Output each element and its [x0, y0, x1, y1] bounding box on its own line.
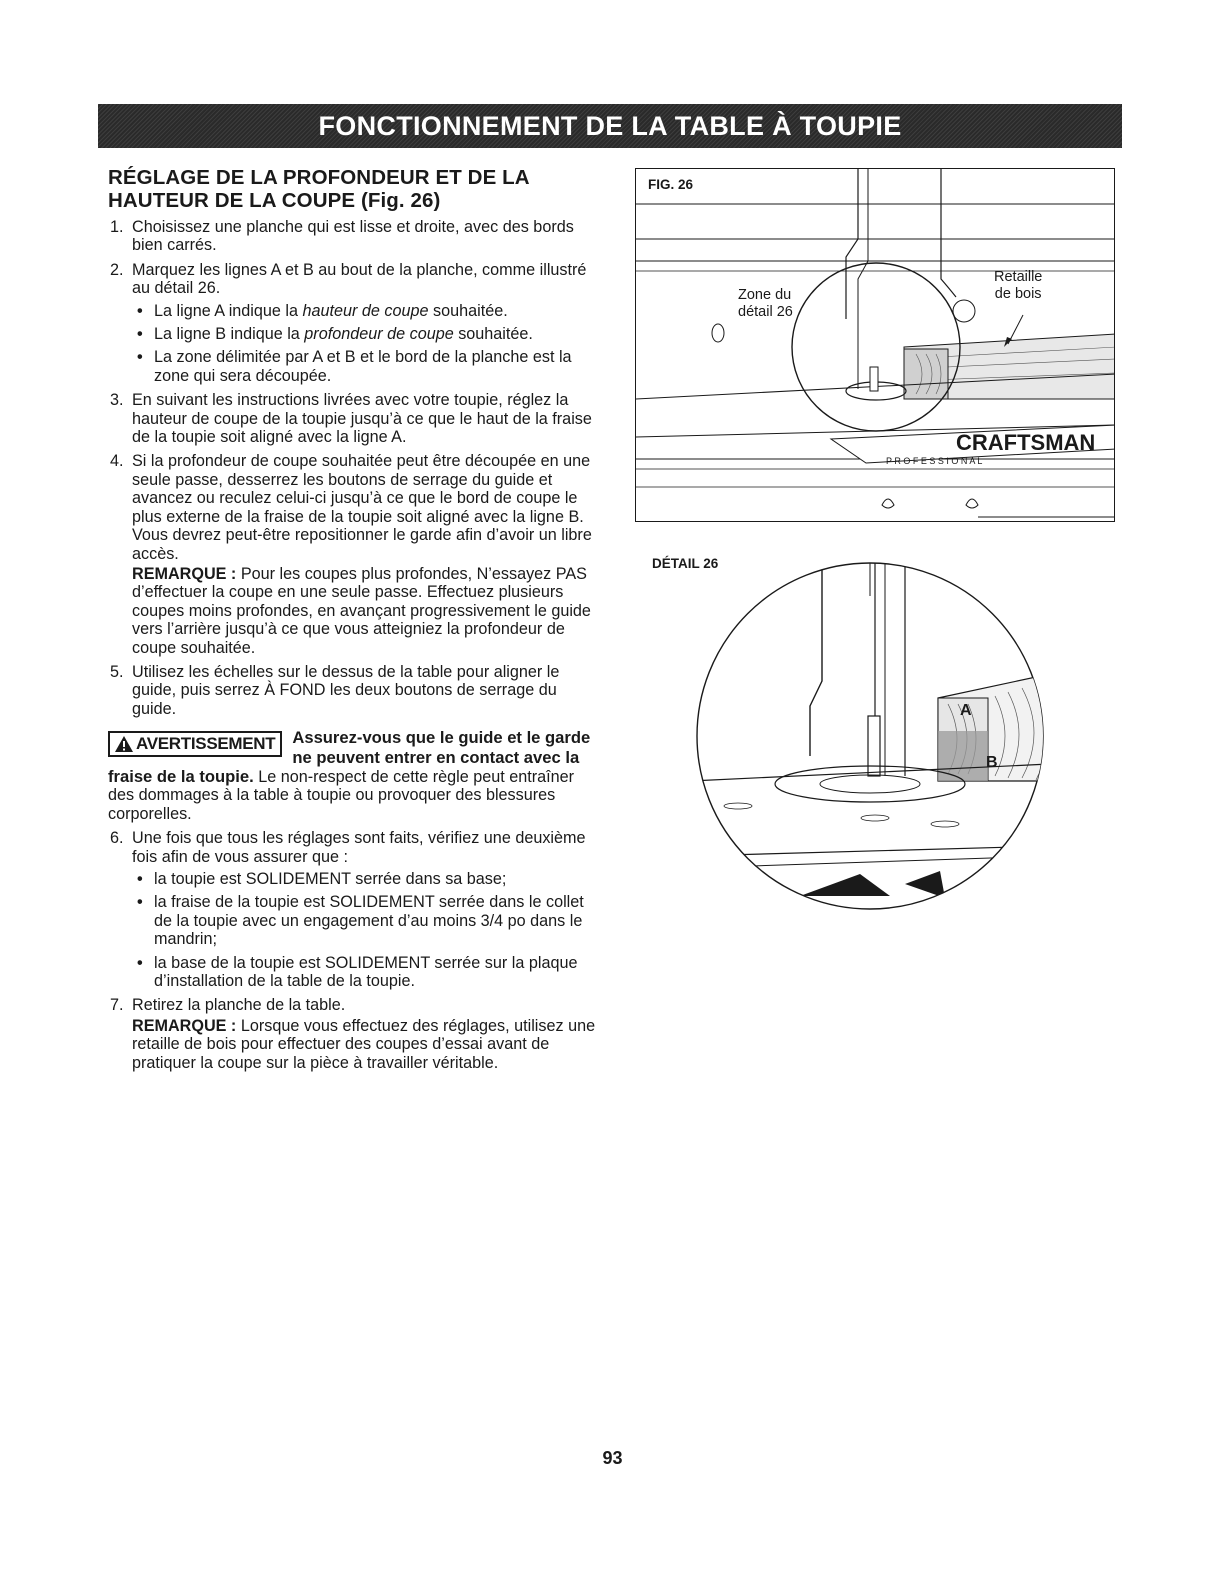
brand-logo-text: CRAFTSMAN: [956, 430, 1096, 455]
step-2: [108, 261, 596, 385]
figure-label: FIG. 26: [648, 177, 694, 192]
step-7: [108, 996, 596, 1072]
note: [132, 1017, 596, 1072]
step-number: 6.: [110, 829, 124, 848]
section-title: RÉGLAGE DE LA PROFONDEUR ET DE LA HAUTEUR DE LA COUPE (Fig. 26): [108, 166, 529, 212]
step-number: 5.: [110, 662, 124, 681]
step-6-bullets: [132, 870, 596, 990]
step-text: Retirez la planche de la table.: [132, 996, 346, 1015]
step-text: Une fois que tous les réglages sont faits, vérifiez une deuxième fois afin de vous assurer que :: [132, 829, 586, 866]
step-number: 7.: [110, 996, 124, 1015]
callout-line: Zone du: [738, 287, 792, 303]
detail-26-illustration: [690, 556, 1050, 916]
line-b-label: B: [986, 754, 998, 771]
note: [132, 565, 596, 657]
step-number: 3.: [110, 391, 124, 410]
step-text: Utilisez les échelles sur le dessus de la table pour aligner le guide, puis serrez À FOND les deux boutons de serrage du guide.: [132, 662, 560, 718]
bullet-item: • La ligne A indique la hauteur de coupe souhaitée.: [132, 302, 596, 320]
bullet-item: • La ligne B indique la profondeur de coupe souhaitée.: [132, 325, 596, 343]
step-number: 4.: [110, 452, 124, 471]
step-1: [108, 218, 596, 255]
warning-block: [108, 728, 596, 823]
router-table-illustration: [636, 169, 1115, 522]
scrap-wood-callout: [994, 269, 1042, 303]
step-5: [108, 663, 596, 718]
step-4: [108, 452, 596, 656]
instructions-column: [108, 166, 596, 1078]
section-banner: [98, 104, 1122, 148]
note-label: REMARQUE :: [132, 564, 237, 583]
step-2-bullets: [132, 302, 596, 386]
note-text: Lorsque vous effectuez des réglages, utilisez une retaille de bois pour effectuer des coupes d’essai avant de pratiquer la coupe sur la pièce à travailler véritable.: [132, 1016, 596, 1072]
callout-line: détail 26: [738, 304, 793, 320]
bullet-item: • la toupie est SOLIDEMENT serrée dans sa base;: [132, 870, 596, 888]
step-text: Choisissez une planche qui est lisse et droite, avec des bords bien carrés.: [132, 218, 574, 255]
figure-26: [635, 168, 1115, 522]
step-text: En suivant les instructions livrées avec votre toupie, réglez la hauteur de coupe de la toupie jusqu’à ce que le haut de la fraise de la toupie soit aligné avec la ligne A.: [132, 391, 592, 447]
warning-badge: [108, 731, 282, 756]
step-6: [108, 829, 596, 990]
callout-line: Retaille: [994, 269, 1043, 285]
note-text: Pour les coupes plus profondes, N’essayez PAS d’effectuer la coupe en une seule passe. Effectuez plusieurs coupes moins profondes, en avançant progressivement le guide vers l’arrière jusqu’à ce que vous atteigniez la profondeur de coupe souhaitée.: [132, 564, 591, 657]
step-text: Marquez les lignes A et B au bout de la planche, comme illustré au détail 26.: [132, 260, 587, 298]
warning-badge-label: AVERTISSEMENT: [136, 734, 276, 754]
detail-zone-callout: [738, 287, 793, 321]
step-number: 2.: [110, 260, 124, 279]
banner-title: FONCTIONNEMENT DE LA TABLE À TOUPIE: [318, 110, 902, 141]
callout-line: de bois: [994, 286, 1042, 302]
warning-bold-text: Assurez-vous que le guide et le garde ne peuvent entrer en contact avec la fraise de la toupie.: [108, 728, 591, 786]
bullet-item: • La zone délimitée par A et B et le bord de la planche est la zone qui sera découpée.: [132, 348, 596, 385]
warning-text: Le non-respect de cette règle peut entraîner des dommages à la table à toupie ou provoquer des blessures corporelles.: [108, 767, 575, 823]
page-number: 93: [602, 1448, 623, 1468]
line-a-label: A: [960, 702, 972, 719]
detail-label: DÉTAIL 26: [652, 556, 719, 571]
step-3: [108, 391, 596, 446]
step-text: Si la profondeur de coupe souhaitée peut être découpée en une seule passe, desserrez les boutons de serrage du guide et avancez ou reculez celui-ci jusqu’à ce que le bord de coupe le plus externe de la fraise de la toupie soit aligné avec la ligne B. Vous devrez peut-être repositionner le garde afin d’avoir un libre accès.: [132, 452, 592, 563]
bullet-item: • la fraise de la toupie est SOLIDEMENT serrée dans le collet de la toupie avec un engagement d’au moins 3/4 po dans le mandrin;: [132, 893, 596, 948]
step-number: 1.: [110, 218, 124, 236]
note-label: REMARQUE :: [132, 1016, 237, 1035]
bullet-item: • la base de la toupie est SOLIDEMENT serrée sur la plaque d’installation de la table de la toupie.: [132, 954, 596, 991]
brand-sub-text: P R O F E S S I O N A L: [886, 456, 983, 466]
warning-triangle-icon: [114, 735, 134, 753]
